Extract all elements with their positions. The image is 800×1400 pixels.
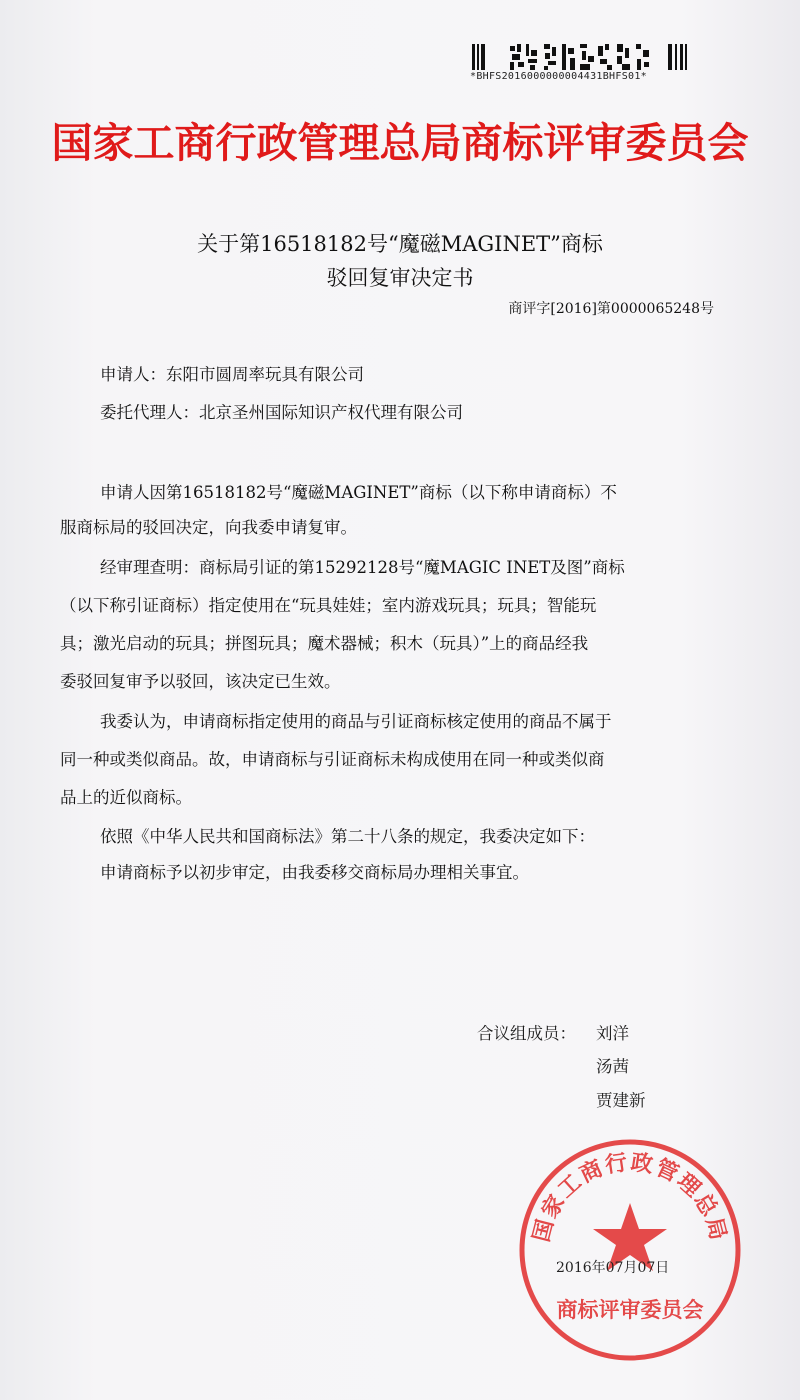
panel-member-3: 贾建新 [596, 1091, 646, 1110]
barcode-number: *BHFS2016000000004431BHFS01* [470, 71, 647, 82]
panel-member-2: 汤茜 [596, 1057, 629, 1076]
paragraph-1-line-2: 服商标局的驳回决定，向我委申请复审。 [60, 518, 357, 537]
agent-line: 委托代理人：北京圣州国际知识产权代理有限公司 [100, 403, 463, 422]
seal-upper-text: 国家工商行政管理总局 [529, 1150, 731, 1245]
paragraph-2-line-1: 经审理查明：商标局引证的第15292128号“魔MAGIC INET及图”商标 [100, 558, 625, 577]
paragraph-1-line-1: 申请人因第16518182号“魔磁MAGINET”商标（以下称申请商标）不 [100, 483, 617, 502]
paragraph-3-line-1: 我委认为，申请商标指定使用的商品与引证商标核定使用的商品不属于 [100, 712, 612, 731]
paragraph-3-line-3: 品上的近似商标。 [60, 788, 192, 807]
applicant-line: 申请人：东阳市圆周率玩具有限公司 [100, 365, 364, 384]
document-title-line-2: 驳回复审决定书 [326, 266, 474, 290]
barcode [472, 44, 687, 70]
panel-member-1: 刘洋 [596, 1024, 629, 1043]
panel-members-label: 合议组成员： [477, 1024, 576, 1043]
decision-date: 2016年07月07日 [556, 1260, 670, 1276]
paragraph-2-line-2: （以下称引证商标）指定使用在“玩具娃娃；室内游戏玩具；玩具；智能玩 [60, 596, 597, 615]
organization-title: 国家工商行政管理总局商标评审委员会 [51, 119, 749, 167]
official-seal [515, 1135, 745, 1365]
paragraph-4: 依照《中华人民共和国商标法》第二十八条的规定，我委决定如下： [100, 827, 595, 846]
paragraph-2-line-4: 委驳回复审予以驳回，该决定已生效。 [60, 672, 341, 691]
paragraph-5: 申请商标予以初步审定，由我委移交商标局办理相关事宜。 [100, 863, 529, 882]
paragraph-2-line-3: 具；激光启动的玩具；拼图玩具；魔术器械；积木（玩具）”上的商品经我 [60, 634, 589, 653]
seal-lower-text: 商标评审委员会 [556, 1298, 704, 1322]
document-title-line-1: 关于第16518182号“魔磁MAGINET”商标 [197, 232, 603, 256]
paragraph-3-line-2: 同一种或类似商品。故，申请商标与引证商标未构成使用在同一种或类似商 [60, 750, 605, 769]
document-number: 商评字[2016]第0000065248号 [508, 301, 714, 317]
